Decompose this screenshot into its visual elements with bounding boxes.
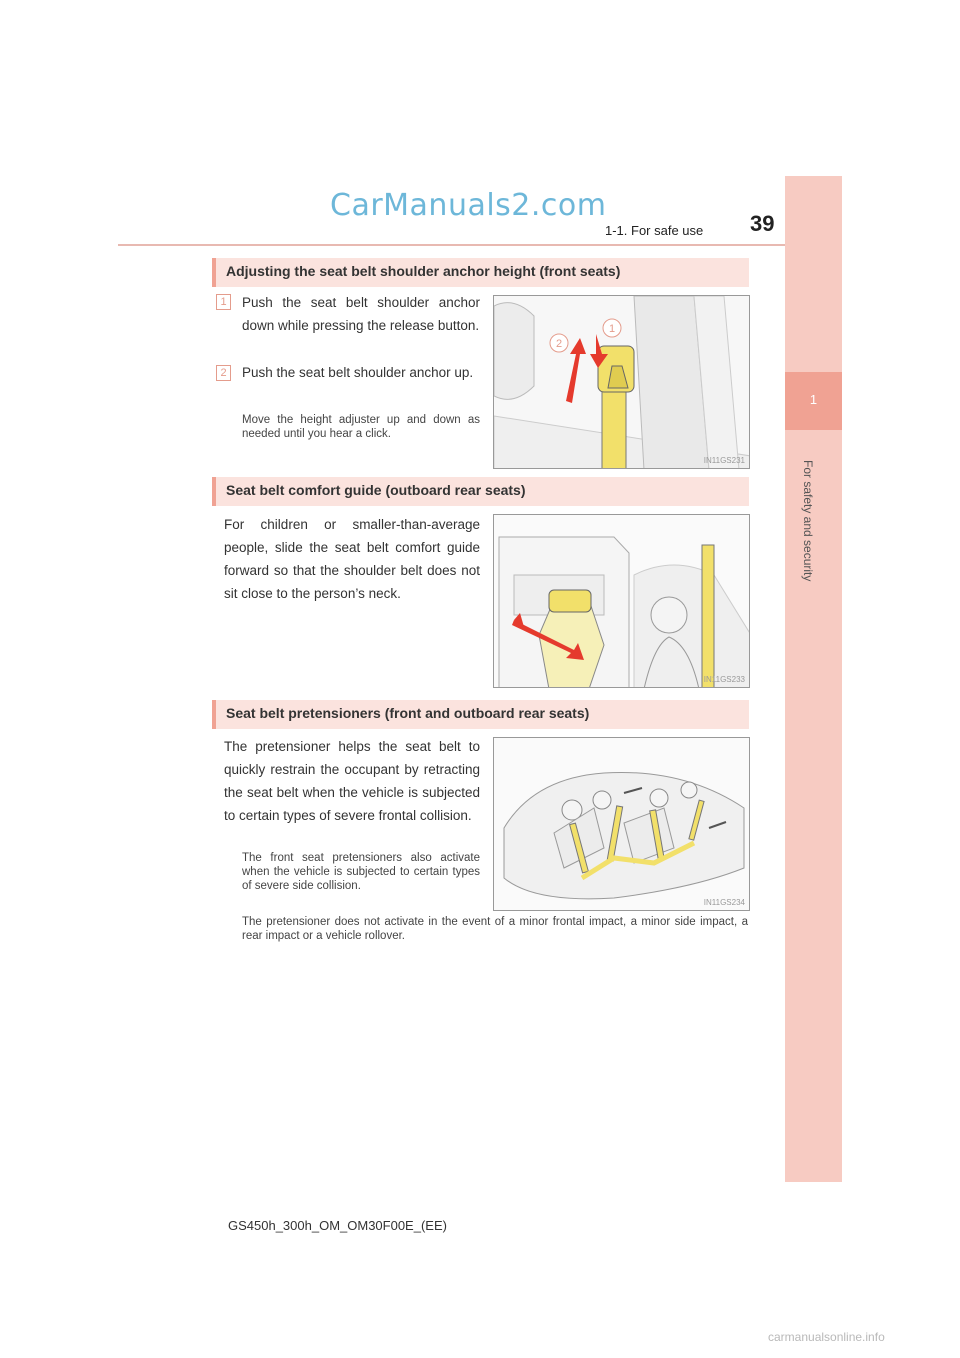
section-heading-bar	[212, 700, 749, 729]
section-title: Seat belt pretensioners (front and outboard rear seats)	[226, 705, 590, 721]
step-text: Push the seat belt shoulder anchor up.	[242, 365, 474, 380]
side-tab-chapter-title: For safety and security	[801, 460, 815, 582]
section-title: Adjusting the seat belt shoulder anchor height (front seats)	[226, 263, 621, 279]
section-heading-bar	[212, 258, 749, 287]
figure-code: IN11GS234	[703, 898, 745, 907]
watermark-bottom: carmanualsonline.info	[768, 1330, 885, 1344]
section-heading-bar	[212, 477, 749, 506]
watermark-logo: CarManuals2.com	[330, 188, 607, 223]
step-number-badge: 2	[216, 365, 231, 381]
side-tab-chapter-number: 1	[809, 392, 818, 407]
header-rule	[118, 244, 842, 246]
figure-pretensioners	[493, 737, 750, 911]
figure-callout: 2	[555, 338, 563, 350]
page-number: 39	[750, 211, 775, 236]
note: The front seat pretensioners also activate when the vehicle is subjected to certain types of severe side collision.	[242, 852, 480, 892]
paragraph: The pretensioner helps the seat belt to quickly restrain the occupant by retracting the seat belt when the vehicle is subjected to certain types of severe frontal collision.	[224, 739, 480, 823]
figure-shoulder-anchor	[493, 295, 750, 469]
step-note: Move the height adjuster up and down as needed until you hear a click.	[242, 414, 480, 440]
figure-code: IN11GS231	[703, 456, 745, 465]
section-title: Seat belt comfort guide (outboard rear seats)	[226, 482, 526, 498]
side-tab-band	[785, 176, 842, 1182]
comfort-guide-illustration	[494, 515, 750, 688]
pretensioner-illustration	[494, 738, 750, 911]
figure-callout: 1	[608, 323, 616, 335]
figure-code: IN11GS233	[703, 675, 745, 684]
footer-document-code: GS450h_300h_OM_OM30F00E_(EE)	[228, 1218, 447, 1233]
figure-comfort-guide	[493, 514, 750, 688]
step-number-badge: 1	[216, 294, 231, 310]
shoulder-anchor-illustration	[494, 296, 750, 469]
running-header: 1-1. For safe use	[605, 223, 704, 238]
paragraph: For children or smaller-than-average people, slide the seat belt comfort guide forward so that the shoulder belt does not sit close to the person’s neck.	[224, 517, 480, 601]
note-wide: The pretensioner does not activate in the event of a minor frontal impact, a minor side impact, a rear impact or a vehicle rollover.	[242, 916, 748, 942]
step-text: Push the seat belt shoulder anchor down while pressing the release button.	[242, 295, 480, 333]
